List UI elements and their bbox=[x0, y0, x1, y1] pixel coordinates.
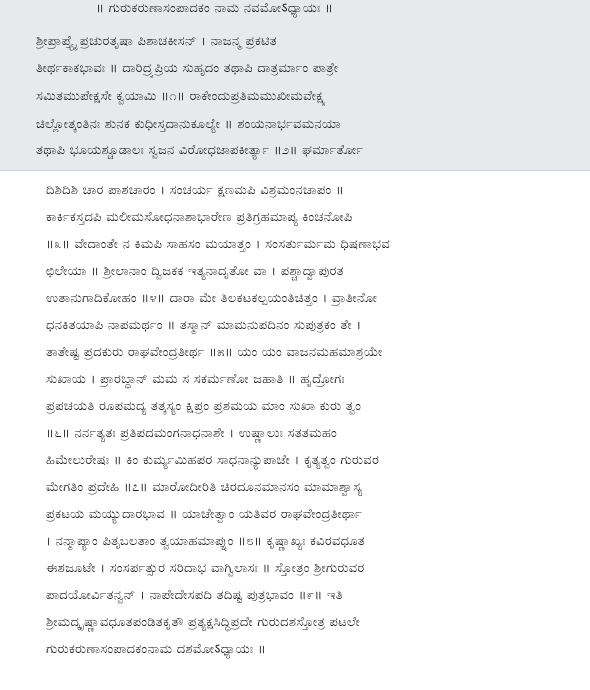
text-line: ತೀರ್ಥಕಾಕಭಾವಃ ॥ ದಾರಿದ್ರ್ಯಪ್ರಿಯ ಸುಹೃದಂ ತಥಾಪಿ ದಾತ್ರರ್ಮಾಂ ಪಾತ್ರೇ bbox=[36, 61, 339, 76]
text-line: ಪ್ರಪಚಯತಿ ರೂಪಮದ್ಯ ತತ್ಕಸ್ಯಂ ಕ್ಷಿಪ್ರಂ ಪ್ರಶಮಯ ಮಾಂ ಸುಖಾ ಕುರು ತ್ವಂ bbox=[46, 399, 362, 414]
text-line: ಪಾದಯೋರ್ವಿತನ್ವನ್ । ನಾಪೇದೇಸಪದಿ ತದಿಷ್ಟ ಪುತ್ರಭಾವಂ ॥೯॥ ಇತಿ bbox=[46, 588, 343, 603]
text-line: । ನನ್ಮಾಪ್ಯಾಂ ಪಿತೃಬಲತಾಂ ತ್ವಯಾಹಮಾಪ್ನುಂ ॥೮॥ ಕೃಷ್ಣಾಖ್ಯಃ ಕವಿರವಧೂತ bbox=[46, 534, 365, 549]
text-line: ಉತಾನುಗಾದಿಕೋಹಂ ॥೪॥ ದಾರಾ ಮೇ ತಿಲಕಟಕಲ್ಪಯಂತಿಚಿತ್ತಂ । ವ್ರಾತೀನೋ bbox=[46, 291, 378, 306]
text-line: ಶ್ರೀಮದ್ಕೃಷ್ಣಾವಧೂತಪಂಡಿತಕೃತೌ ಪ್ರತ್ಯಕ್ಷಸಿದ್ಧಿಪ್ರದೇ ಗುರುದಶಸ್ತೋತ್ರ ಪಟಲೇ bbox=[46, 615, 361, 630]
chapter-9-colophon-line: ॥ ಗುರುಕರುಣಾಸಂಪಾದಕಂ ನಾಮ ನವಮೋऽಧ್ಯಾಯಃ ॥ bbox=[96, 1, 334, 16]
text-line: ಈಶಜೂಟೇ । ಸಂಸರ್ಪತ್ಸುರ ಸರಿದಾಭ ವಾಗ್ವಿಲಾಸಃ ॥ ಸ್ತೋತ್ರಂ ಶ್ರೀಗುರುವರ bbox=[46, 561, 365, 576]
text-line: ಛಿಲೇಯಾ ॥ ಶ್ರೀಲಾನಾಂ ದ್ವಿಜಕಕ ಇತ್ಯನಾದೃತೋ ವಾ । ಪಶ್ಚಾದ್ವಾಪುರತ bbox=[46, 264, 344, 279]
text-line: ಪ್ರಕಟಯ ಮಯ್ಯುದಾರಭಾವ ॥ ಯಾಚೇತ್ವಾಂ ಯತಿವರ ರಾಘವೇಂದ್ರತೀರ್ಥಾ bbox=[46, 507, 363, 522]
chapter-10-colophon-line: ಗುರುಕರುಣಾಸಂಪಾದಕಂನಾಮ ದಶಮೋऽಧ್ಯಾಯಃ ॥ bbox=[46, 642, 267, 657]
text-line: ಸುಖಾಯ । ಪ್ರಾರಬ್ಧಾನ್ ಮಮ ಸ ಸಕರ್ಮಣೋ ಜಹಾತಿ ॥ ಹೃದ್ರೋಗಃ bbox=[46, 372, 345, 387]
text-line: ಶ್ರೀಪ್ರಾಪ್ತ್ಯೈ ಪ್ರಚುರತೃಷಾ ಪಿಶಾಚಕೀಸನ್ । ನಾಜನ್ಮ ಪ್ರಕಟಿತ bbox=[36, 34, 277, 49]
text-line: ತಥಾಪಿ ಭೂಯಶ್ಚೂಡಾಲಃ ಸ್ವಜನ ವಿರೋಧಜಾಪಕೀರ್ತ್ಯಾ ॥೨॥ ಘರ್ಮಾರ್ತೋ bbox=[36, 143, 364, 158]
text-line: ಧನಕಿತಯಾಪಿ ನಾಪಮರ್ಥಂ ॥ ತಸ್ಮಾನ್ ಮಾಮನುಪದಿನಂ ಸುಪುತ್ರಕಂ ತೇ । bbox=[46, 318, 362, 333]
text-line: ॥೩॥ ವೇದಾಂತೇ ನ ಕಿಮಪಿ ಸಾಹಸಂ ಮಯಾತ್ತಂ । ಸಂಸರ್ತುರ್ಮಮ ಧಿಷಣಾಭವ bbox=[46, 237, 391, 252]
text-line: ದಿಶಿದಿಶಿ ಚಾರ ಪಾಶಚಾರಂ । ಸಂಚರ್ಯ ಕ್ಷಣಮಪಿ ವಿಶ್ರಮಂನಚಾಪಂ ॥ bbox=[46, 183, 345, 198]
text-line: ಸಮಿತಮುಪೇಕ್ಷಸೇ ಕ್ವಯಾಮಿ ॥೧॥ ರಾಕೇಂದುಪ್ರತಿಮಮುಖೀಮವೇಕ್ಷ್ಯ bbox=[36, 89, 326, 104]
text-line: ಕಾರ್ಕಿಕಸ್ತದಪಿ ಮಲೀಮಸೋಧನಾಶಾಭಾರೇಣ ಪ್ರತಿಗ್ರಹಮಾಪ್ಯ ಕಿಂಚನೋಪಿ bbox=[46, 210, 353, 225]
text-line: ಮೇಗತಿಂ ಪ್ರದೇಹಿ ॥೭॥ ಮಾರೋದೀರಿತಿ ಚಿರದೂನಮಾನಸಂ ಮಾಮಾಶ್ವಾಸ್ಯ bbox=[46, 480, 363, 495]
text-line: ತಾತೇಷ್ಟ ಪ್ರದಕುರು ರಾಘವೇಂದ್ರತೀರ್ಥ ॥೫॥ ಯಂ ಯಂ ವಾಜನಮಹಮಾಶ್ರಯೇ bbox=[46, 345, 383, 360]
text-line: ಚಿಲ್ಲೋತ್ಕಂತಿನಃ ಶುನಕ ಕುಧೀಸ್ತದಾನುಕೂಲ್ಯೇ ॥ ಶಂಯನಾರ್ಭವಮನಯಾ bbox=[36, 117, 341, 132]
text-line: ॥೬॥ ನರ್ನತ್ಯತಃ ಪ್ರತಿಪದಮಂಗನಾಧನಾಶೇ । ಉಷ್ಣಾಲುಃ ಸತತಮಹಂ bbox=[46, 426, 338, 441]
top-text-block bbox=[0, 0, 590, 171]
text-line: ಹಿಮೇಲುರೇಷಃ ॥ ಕಿಂ ಕುರ್ಮ್ಯಮಿಹಪರ ಸಾಧನಾನ್ಯುಪಾಜೇ । ಕೃತ್ಯತ್ವಂ ಗುರುವರ bbox=[46, 453, 380, 468]
bottom-text-block bbox=[0, 178, 590, 690]
